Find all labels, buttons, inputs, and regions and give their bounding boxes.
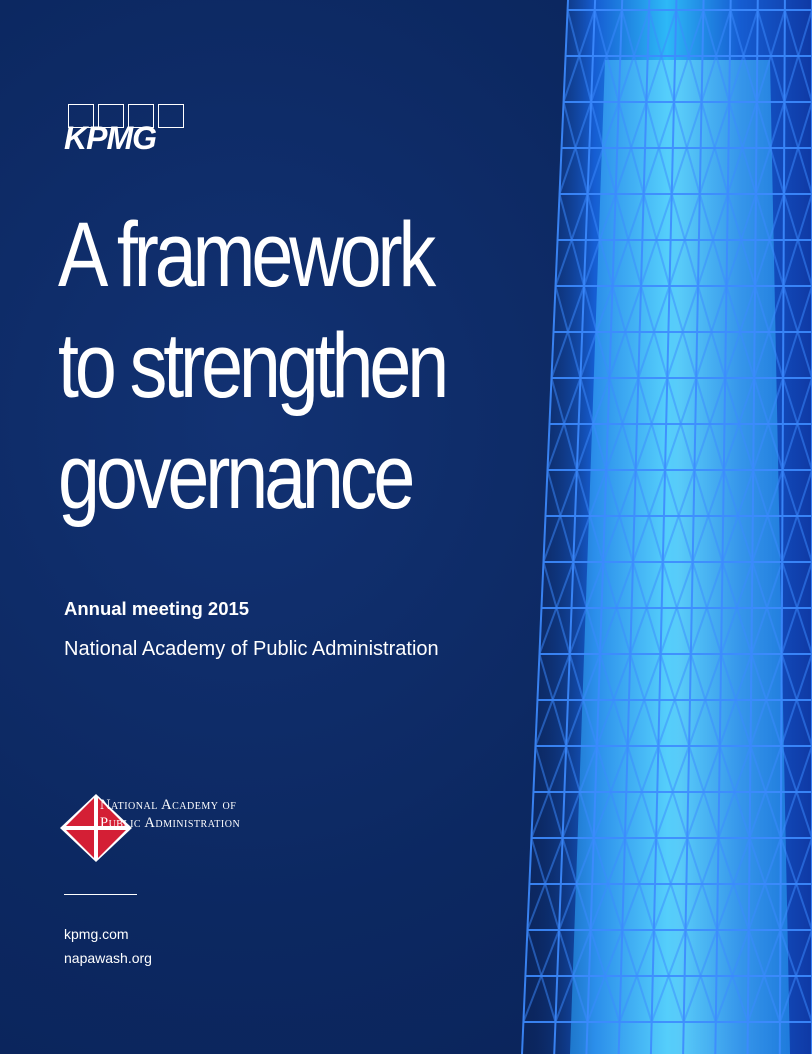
kpmg-wordmark: KPMG	[64, 120, 156, 156]
napa-logo-text	[100, 796, 240, 832]
title-line-1: A framework	[58, 204, 433, 306]
title-line-2: to strengthen	[58, 315, 446, 417]
link-napawash[interactable]: napawash.org	[64, 950, 152, 966]
kpmg-logo[interactable]	[64, 104, 188, 156]
illuminated-tower-image	[500, 0, 812, 1054]
title-line-3: governance	[58, 426, 412, 528]
report-title	[58, 200, 446, 533]
website-links	[64, 922, 152, 970]
napa-logo-line-1: National Academy of	[100, 797, 237, 813]
event-subtitle: Annual meeting 2015	[64, 598, 250, 619]
divider	[64, 894, 137, 895]
link-kpmg[interactable]: kpmg.com	[64, 926, 129, 942]
organization-name: National Academy of Public Administration	[64, 638, 439, 660]
napa-logo-line-2: Public Administration	[100, 815, 241, 831]
